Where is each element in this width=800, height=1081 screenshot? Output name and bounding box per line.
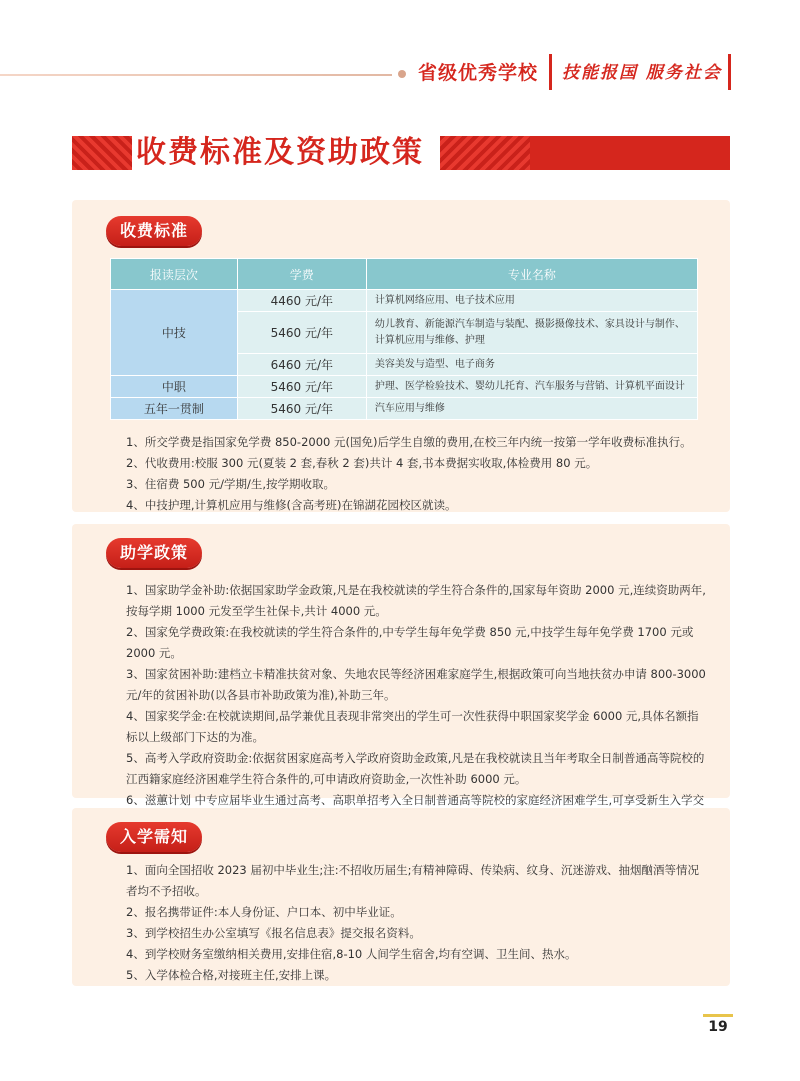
aid-section-tag: 助学政策 [106,538,202,568]
admission-panel [72,808,730,986]
aid-paragraphs [126,580,706,832]
page-number: 19 [703,1014,733,1035]
major-cell: 幼儿教育、新能源汽车制造与装配、摄影摄像技术、家具设计与制作、计算机应用与维修、护理 [366,312,697,354]
fee-note: 3、住宿费 500 元/学期/生,按学期收取。 [126,477,335,491]
level-cell: 中技 [111,290,238,376]
admission-paragraph: 1、面向全国招收 2023 届初中毕业生;注:不招收历届生;有精神障碍、传染病、纹身、沉迷游戏、抽烟酗酒等情况者均不予招收。 [126,863,700,898]
fee-notes [126,432,706,516]
table-row [111,290,698,312]
level-cell: 中职 [111,376,238,398]
aid-paragraph: 3、国家贫困补助:建档立卡精准扶贫对象、失地农民等经济困难家庭学生,根据政策可向当地扶贫办申请 800-3000 元/年的贫困补助(以各县市补助政策为准),补助三年。 [126,667,706,702]
page-title: 收费标准及资助政策 [136,135,424,170]
major-cell: 美容美发与造型、电子商务 [366,354,697,376]
aid-paragraph: 5、高考入学政府资助金:依据贫困家庭高考入学政府资助金政策,凡是在我校就读且当年考取全日制普通高等院校的江西籍家庭经济困难学生符合条件的,可申请政府资助金,一次性补助 6000 元。 [126,751,705,786]
column-header: 学费 [237,259,366,290]
fee-note: 4、中技护理,计算机应用与维修(含高考班)在锦湖花园校区就读。 [126,498,457,512]
aid-panel [72,524,730,807]
fee-note: 2、代收费用:校服 300 元(夏装 2 套,春秋 2 套)共计 4 套,书本费据实收取,体检费用 80 元。 [126,456,598,470]
fee-cell: 5460 元/年 [237,398,366,420]
major-cell: 汽车应用与维修 [366,398,697,420]
aid-paragraph: 1、国家助学金补助:依据国家助学金政策,凡是在我校就读的学生符合条件的,国家每年资助 2000 元,连续资助两年,按每学期 1000 元发至学生社保卡,共计 4000 元。 [126,583,706,618]
fee-cell: 5460 元/年 [237,312,366,354]
table-row [111,376,698,398]
header-school-label: 省级优秀学校 [418,62,539,84]
fee-panel [72,200,730,512]
header-dot [398,70,406,78]
major-cell: 护理、医学检验技术、婴幼儿托育、汽车服务与营销、计算机平面设计 [366,376,697,398]
admission-paragraph: 2、报名携带证件:本人身份证、户口本、初中毕业证。 [126,905,402,919]
fee-cell: 4460 元/年 [237,290,366,312]
aid-paragraph: 2、国家免学费政策:在我校就读的学生符合条件的,中专学生每年免学费 850 元,中技学生每年免学费 1700 元或 2000 元。 [126,625,694,660]
column-header: 专业名称 [366,259,697,290]
admission-section-tag: 入学需知 [106,822,202,852]
level-cell: 五年一贯制 [111,398,238,420]
fee-note: 1、所交学费是指国家免学费 850-2000 元(国免)后学生自缴的费用,在校三年内统一按第一学年收费标准执行。 [126,435,692,449]
table-row [111,398,698,420]
aid-paragraph: 4、国家奖学金:在校就读期间,品学兼优且表现非常突出的学生可一次性获得中职国家奖学金 6000 元,具体名额指标以上级部门下达的为准。 [126,709,699,744]
fee-table [110,258,698,420]
admission-paragraph: 3、到学校招生办公室填写《报名信息表》提交报名资料。 [126,926,421,940]
header-motto: 技能报国 服务社会 [562,63,722,83]
fee-table-header [111,259,698,290]
header-divider [549,54,552,90]
fee-cell: 6460 元/年 [237,354,366,376]
major-cell: 计算机网络应用、电子技术应用 [366,290,697,312]
fee-section-tag: 收费标准 [106,216,202,246]
header-divider-end [728,54,731,90]
column-header: 报读层次 [111,259,238,290]
title-band-pattern-mid [440,136,530,170]
title-band-pattern-left [72,136,132,170]
fee-cell: 5460 元/年 [237,376,366,398]
aid-paragraph: 6、滋蕙计划 中专应届毕业生通过高考、高职单招考入全日制普通高等院校的家庭经济困难学生,可享受新生入学交 [126,793,705,807]
header-rule [0,74,392,76]
admission-paragraphs [126,860,706,986]
admission-paragraph: 4、到学校财务室缴纳相关费用,安排住宿,8-10 人间学生宿舍,均有空调、卫生间、热水。 [126,947,577,961]
admission-paragraph: 5、入学体检合格,对接班主任,安排上课。 [126,968,337,982]
title-band-solid [530,136,730,170]
